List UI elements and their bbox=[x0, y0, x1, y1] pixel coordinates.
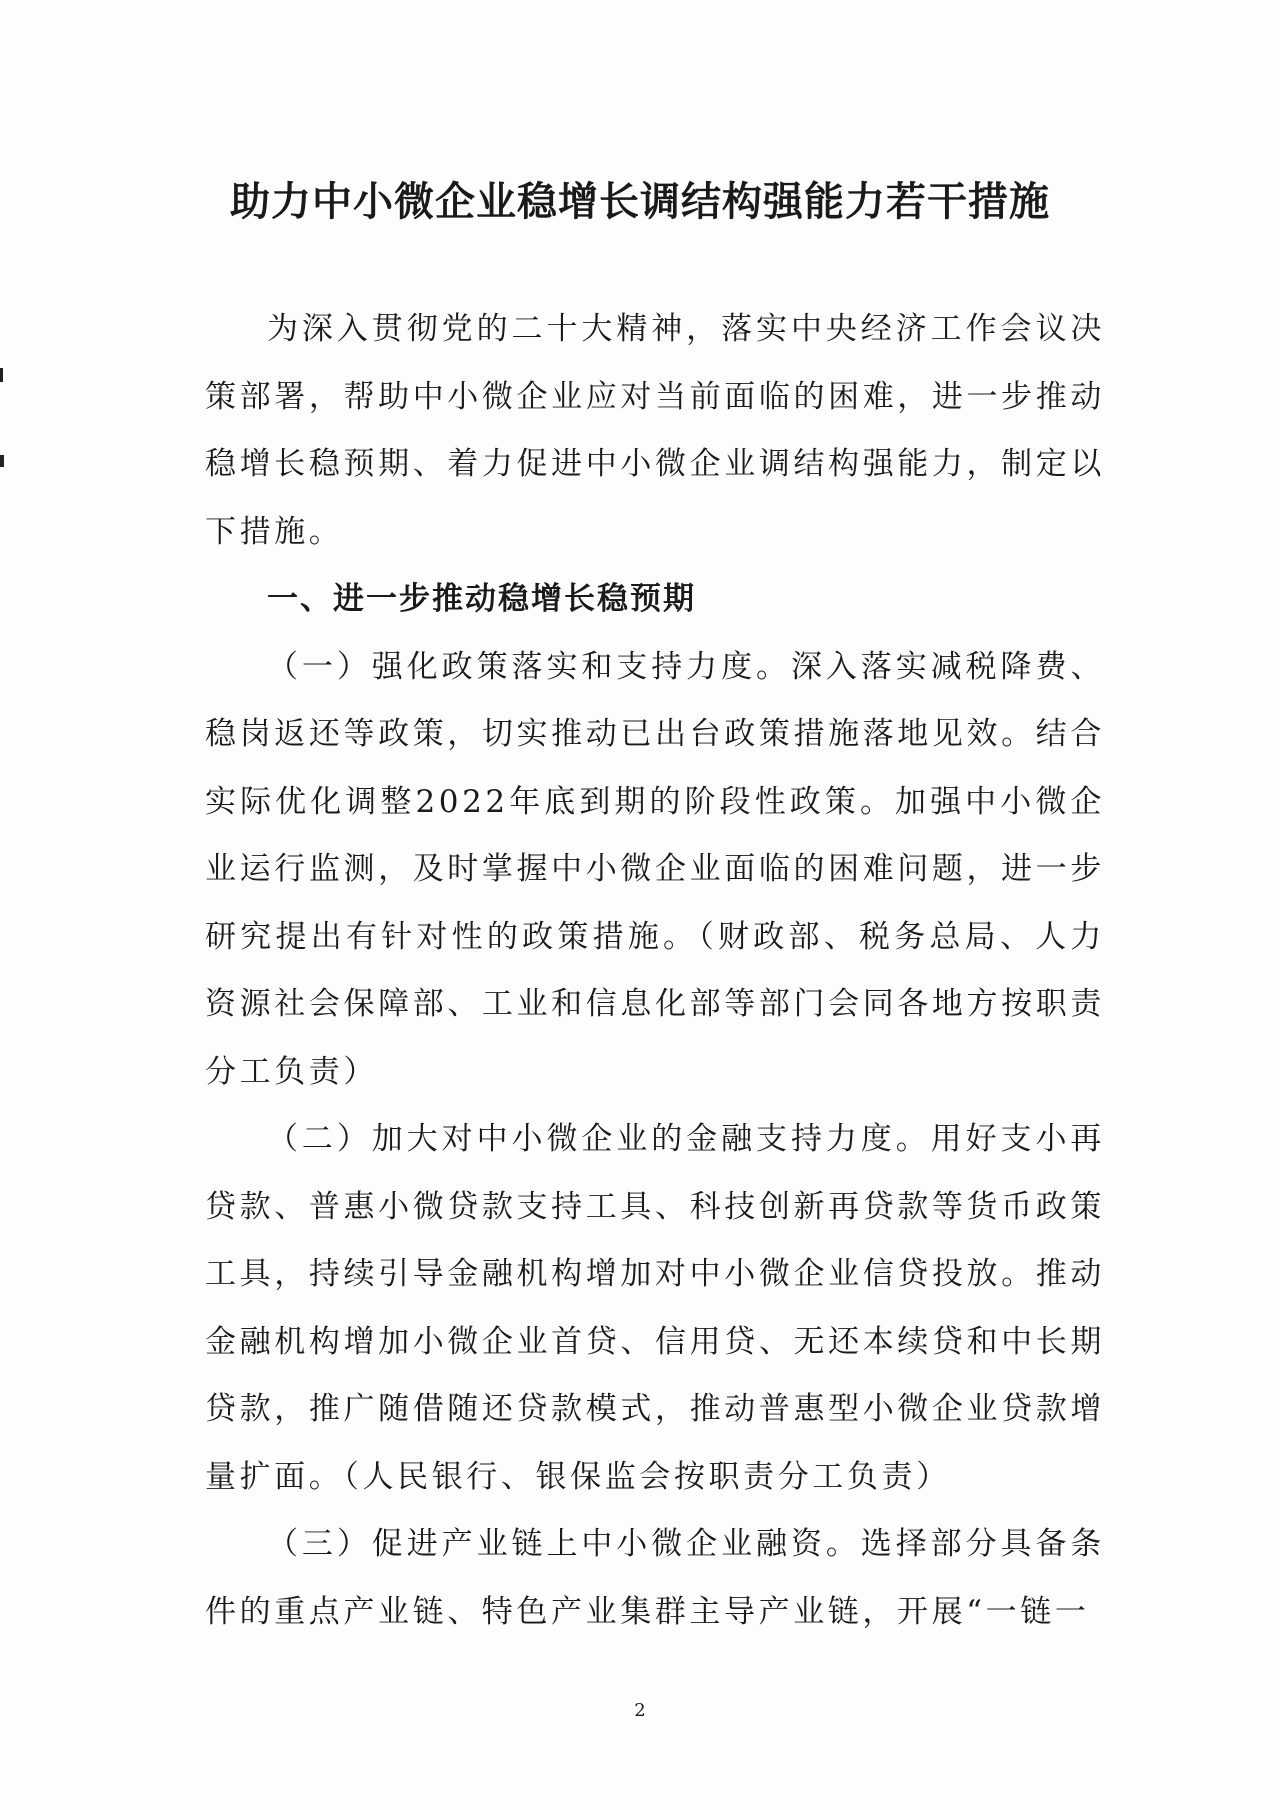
scan-edge-mark bbox=[0, 368, 3, 382]
page-number: 2 bbox=[634, 1700, 646, 1721]
scan-edge-mark bbox=[0, 455, 4, 467]
measure-paragraph: （二）加大对中小微企业的金融支持力度。用好支小再贷款、普惠小微贷款支持工具、科技创新再贷款等货币政策工具，持续引导金融机构增加对中小微企业信贷投放。推动金融机构增加小微企业首贷、信用贷、无还本续贷和中长期贷款，推广随借随还贷款模式，推动普惠型小微企业贷款增量扩面。（人民银行、银保监会按职责分工负责） bbox=[205, 1121, 1105, 1495]
section-heading: 一、进一步推动稳增长稳预期 bbox=[267, 581, 696, 617]
document-title: 助力中小微企业稳增长调结构强能力若干措施 bbox=[230, 179, 1050, 225]
intro-paragraph: 为深入贯彻党的二十大精神，落实中央经济工作会议决策部署，帮助中小微企业应对当前面临的困难，进一步推动稳增长稳预期、着力促进中小微企业调结构强能力，制定以下措施。 bbox=[205, 311, 1105, 550]
measure-paragraph: （一）强化政策落实和支持力度。深入落实减税降费、稳岗返还等政策，切实推动已出台政策措施落地见效。结合实际优化调整2022年底到期的阶段性政策。加强中小微企业运行监测，及时掌握中小微企业面临的困难问题，进一步研究提出有针对性的政策措施。（财政部、税务总局、人力资源社会保障部、工业和信息化部等部门会同各地方按职责分工负责） bbox=[205, 648, 1105, 1090]
document-body bbox=[205, 296, 1105, 1646]
measure-paragraph: （三）促进产业链上中小微企业融资。选择部分具备条件的重点产业链、特色产业集群主导产业链，开展“一链一 bbox=[205, 1526, 1105, 1630]
